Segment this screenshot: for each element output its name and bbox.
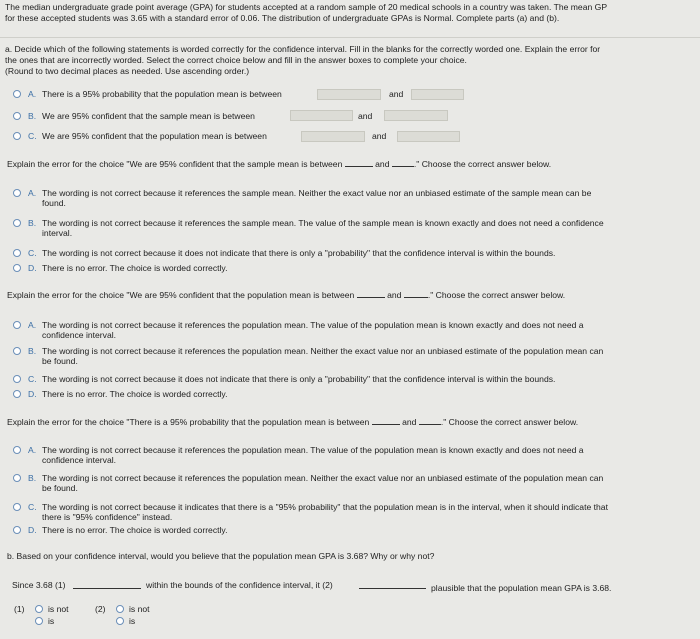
option-b-and: and xyxy=(358,111,373,121)
q1-blank-lower xyxy=(345,158,373,167)
q2-choice-d-radio[interactable] xyxy=(13,390,21,398)
dd1-is-not-radio[interactable] xyxy=(35,605,43,613)
q3-prompt xyxy=(7,416,578,427)
q1-choice-a-line-2: found. xyxy=(42,198,66,208)
option-a-lower-input[interactable] xyxy=(317,89,381,100)
q1-choice-a-letter: A. xyxy=(28,188,37,198)
dd2-is-not-radio[interactable] xyxy=(116,605,124,613)
q1-prompt-pre: Explain the error for the choice "We are 95% confident that the sample mean is between xyxy=(7,159,343,169)
q1-choice-d-line-1: There is no error. The choice is worded correctly. xyxy=(42,263,228,273)
part-a-instruction-1: a. Decide which of the following statements is worded correctly for the confidence interval. Fill in the blanks for the correctly worded one. Explain the error for xyxy=(5,44,601,54)
q3-choice-b-radio[interactable] xyxy=(13,474,21,482)
dropdown-1-blank[interactable] xyxy=(73,588,141,589)
q2-choice-b-letter: B. xyxy=(28,346,37,356)
q3-choice-a-line-1: The wording is not correct because it references the population mean. The value of the population mean is known exactly and does not need a xyxy=(42,445,584,455)
q2-blank-upper xyxy=(404,289,428,298)
q2-choice-c-radio[interactable] xyxy=(13,375,21,383)
q1-prompt xyxy=(7,158,551,169)
part-a-instruction-2: the ones that are incorrectly worded. Select the correct choice below and fill in the answer boxes to complete your choice. xyxy=(5,55,467,65)
q1-choice-b-radio[interactable] xyxy=(13,219,21,227)
option-c-and: and xyxy=(372,131,387,141)
option-c-lower-input[interactable] xyxy=(301,131,365,142)
q3-choice-a-letter: A. xyxy=(28,445,37,455)
q3-choice-d-line-1: There is no error. The choice is worded correctly. xyxy=(42,525,228,535)
q3-choice-d-letter: D. xyxy=(28,525,37,535)
option-b-upper-input[interactable] xyxy=(384,110,448,121)
q1-prompt-and: and xyxy=(375,159,390,169)
q2-prompt-post: ." Choose the correct answer below. xyxy=(427,290,566,300)
intro-line-1: The median undergraduate grade point average (GPA) for students accepted at a random sample of 20 medical schools in a country was taken. The mean GP xyxy=(5,2,608,12)
q1-choice-d-radio[interactable] xyxy=(13,264,21,272)
option-b-text: We are 95% confident that the sample mean is between xyxy=(42,111,255,121)
q2-choice-c-letter: C. xyxy=(28,374,37,384)
intro-line-2: for these accepted students was 3.65 with a standard error of 0.06. The distribution of undergraduate GPAs is Normal. Complete parts (a) and (b). xyxy=(5,13,560,23)
q3-choice-c-radio[interactable] xyxy=(13,503,21,511)
q2-prompt xyxy=(7,289,565,300)
q2-prompt-pre: Explain the error for the choice "We are 95% confident that the population mean is between xyxy=(7,290,355,300)
q3-choice-c-line-2: there is "95% confidence" instead. xyxy=(42,512,173,522)
q2-choice-c-line-1: The wording is not correct because it does not indicate that there is only a "probability" that the confidence interval is within the bounds. xyxy=(42,374,556,384)
q1-choice-c-radio[interactable] xyxy=(13,249,21,257)
q1-prompt-post: ." Choose the correct answer below. xyxy=(413,159,552,169)
q3-choice-c-letter: C. xyxy=(28,502,37,512)
q1-choice-d-letter: D. xyxy=(28,263,37,273)
q3-prompt-pre: Explain the error for the choice "There is a 95% probability that the population mean is between xyxy=(7,417,370,427)
dd2-is-radio[interactable] xyxy=(116,617,124,625)
part-b-plausible: plausible that the population mean GPA is 3.68. xyxy=(431,583,612,593)
q3-blank-lower xyxy=(372,416,400,425)
option-a-text: There is a 95% probability that the population mean is between xyxy=(42,89,282,99)
q2-choice-a-line-1: The wording is not correct because it references the population mean. The value of the population mean is known exactly and does not need a xyxy=(42,320,584,330)
q1-choice-c-line-1: The wording is not correct because it does not indicate that there is only a "probability" that the confidence interval is within the bounds. xyxy=(42,248,556,258)
option-b-letter: B. xyxy=(28,111,37,121)
option-a-and: and xyxy=(389,89,404,99)
q1-blank-upper xyxy=(392,158,414,167)
option-c-radio[interactable] xyxy=(13,132,21,140)
part-b-since: Since 3.68 (1) xyxy=(12,580,66,590)
q3-prompt-and: and xyxy=(402,417,417,427)
q1-choice-a-radio[interactable] xyxy=(13,189,21,197)
q2-choice-b-line-1: The wording is not correct because it references the population mean. Neither the exact value nor an unbiased estimate of the population mean can xyxy=(42,346,604,356)
option-c-letter: C. xyxy=(28,131,37,141)
dropdown-2-label: (2) xyxy=(95,604,106,614)
option-b-lower-input[interactable] xyxy=(290,110,353,121)
q1-choice-a-line-1: The wording is not correct because it references the sample mean. Neither the exact value nor an unbiased estimate of the sample mean can be xyxy=(42,188,592,198)
part-b-within: within the bounds of the confidence interval, it (2) xyxy=(146,580,333,590)
dd1-is-label: is xyxy=(48,616,55,626)
q2-choice-a-letter: A. xyxy=(28,320,37,330)
q2-prompt-and: and xyxy=(387,290,402,300)
q3-prompt-post: ." Choose the correct answer below. xyxy=(440,417,579,427)
q1-choice-b-letter: B. xyxy=(28,218,37,228)
dd1-is-not-label: is not xyxy=(48,604,69,614)
option-b-radio[interactable] xyxy=(13,112,21,120)
option-a-radio[interactable] xyxy=(13,90,21,98)
q2-choice-a-radio[interactable] xyxy=(13,321,21,329)
q3-blank-upper xyxy=(419,416,441,425)
option-c-text: We are 95% confident that the population mean is between xyxy=(42,131,267,141)
q1-choice-b-line-1: The wording is not correct because it references the sample mean. The value of the sample mean is known exactly and does not need a confidence xyxy=(42,218,604,228)
option-c-upper-input[interactable] xyxy=(397,131,460,142)
q3-choice-b-line-1: The wording is not correct because it references the population mean. Neither the exact value nor an unbiased estimate of the population mean can xyxy=(42,473,604,483)
q2-blank-lower xyxy=(357,289,385,298)
option-a-letter: A. xyxy=(28,89,37,99)
dd2-is-not-label: is not xyxy=(129,604,150,614)
q3-choice-a-line-2: confidence interval. xyxy=(42,455,117,465)
q2-choice-b-line-2: be found. xyxy=(42,356,78,366)
q2-choice-d-letter: D. xyxy=(28,389,37,399)
dd2-is-label: is xyxy=(129,616,136,626)
dropdown-1-label: (1) xyxy=(14,604,25,614)
dd1-is-radio[interactable] xyxy=(35,617,43,625)
dropdown-2-blank[interactable] xyxy=(359,588,426,589)
q2-choice-a-line-2: confidence interval. xyxy=(42,330,117,340)
q3-choice-b-line-2: be found. xyxy=(42,483,78,493)
q2-choice-b-radio[interactable] xyxy=(13,347,21,355)
q3-choice-b-letter: B. xyxy=(28,473,37,483)
part-b-question: b. Based on your confidence interval, would you believe that the population mean GPA is 3.68? Why or why not? xyxy=(7,551,435,561)
q3-choice-d-radio[interactable] xyxy=(13,526,21,534)
q3-choice-c-line-1: The wording is not correct because it indicates that there is a "95% probability" that the population mean is in the interval, when it should indicate that xyxy=(42,502,608,512)
option-a-upper-input[interactable] xyxy=(411,89,464,100)
q3-choice-a-radio[interactable] xyxy=(13,446,21,454)
q1-choice-b-line-2: interval. xyxy=(42,228,73,238)
q2-choice-d-line-1: There is no error. The choice is worded correctly. xyxy=(42,389,228,399)
part-a-instruction-3: (Round to two decimal places as needed. Use ascending order.) xyxy=(5,66,250,76)
q1-choice-c-letter: C. xyxy=(28,248,37,258)
